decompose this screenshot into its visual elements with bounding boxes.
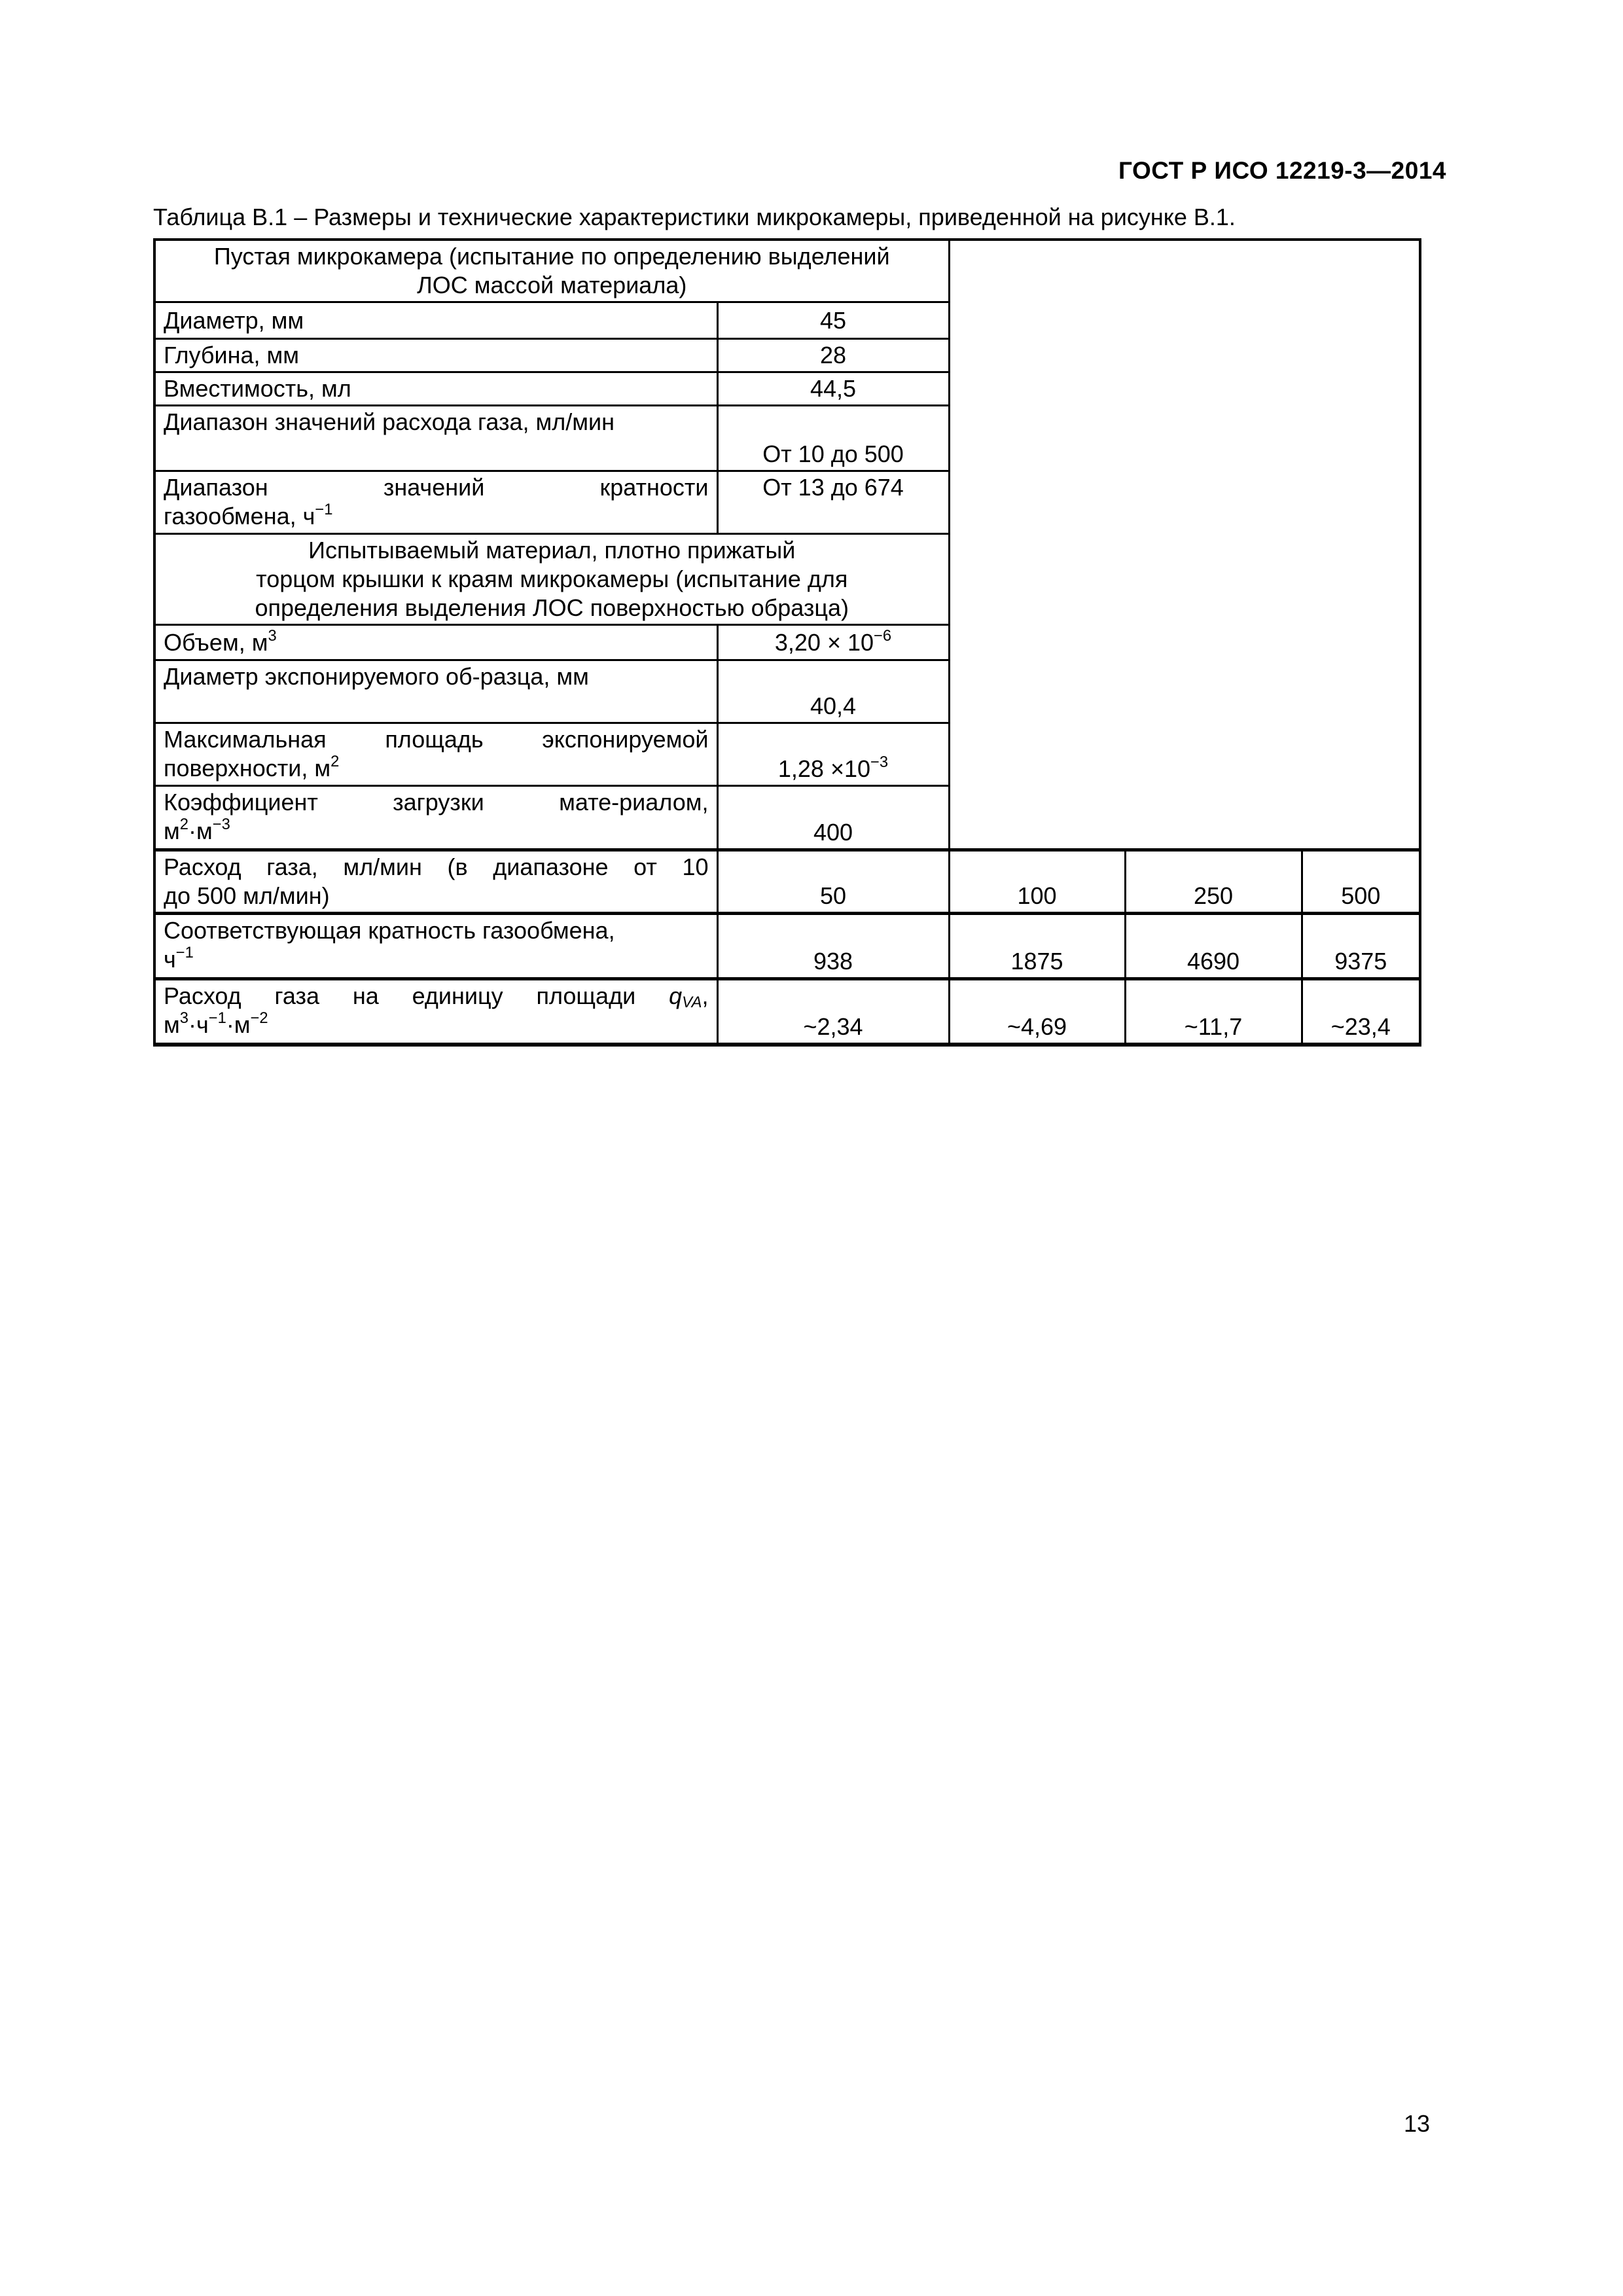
cell-gas-flow-label bbox=[154, 850, 717, 914]
label-line-2: до 500 мл/мин) bbox=[164, 882, 330, 909]
cell-flow-per-area-value-3: ~11,7 bbox=[1125, 979, 1302, 1045]
cell-right-empty bbox=[949, 240, 1420, 850]
cell-sample-diameter-value: 40,4 bbox=[717, 660, 949, 723]
label-line-2: $м^2\cdot м^{-3}$ bbox=[164, 816, 230, 844]
row-exchange-rate bbox=[154, 914, 1420, 979]
label-line-2: газообмена, $ч^{-1}$ bbox=[164, 501, 333, 529]
cell-gas-flow-value-4: 500 bbox=[1302, 850, 1420, 914]
cell-exchange-rate-value-4: 9375 bbox=[1302, 914, 1420, 979]
table-caption: Таблица В.1 – Размеры и технические характеристики микрокамеры, приведенной на рисунке В.1. bbox=[153, 204, 1236, 230]
header-line-1: Пустая микрокамера (испытание по определению выделений bbox=[213, 243, 890, 270]
page-number: 13 bbox=[1403, 2110, 1430, 2137]
header-line-3: определения выделения ЛОС поверхностью образца) bbox=[255, 594, 849, 621]
label-line-2: $ч^{-1}$ bbox=[164, 944, 194, 973]
cell-exchange-rate-label bbox=[154, 914, 717, 979]
cell-load-factor-label bbox=[154, 786, 717, 850]
row-flow-per-area bbox=[154, 979, 1420, 1045]
cell-gas-flow-value-3: 250 bbox=[1125, 850, 1302, 914]
cell-max-exposed-area-label bbox=[154, 723, 717, 786]
cell-exchange-rate-value-1: 938 bbox=[717, 914, 949, 979]
cell-depth-value: 28 bbox=[717, 339, 949, 372]
symbol-q: q bbox=[669, 982, 683, 1009]
cell-capacity-label: Вместимость, мл bbox=[154, 372, 717, 406]
cell-flow-per-area-value-1: ~2,34 bbox=[717, 979, 949, 1045]
cell-gas-flow-range-value: От 10 до 500 bbox=[717, 406, 949, 471]
cell-gas-flow-value-1: 50 bbox=[717, 850, 949, 914]
cell-exchange-rate-value-3: 4690 bbox=[1125, 914, 1302, 979]
cell-flow-per-area-value-4: ~23,4 bbox=[1302, 979, 1420, 1045]
cell-flow-per-area-label bbox=[154, 979, 717, 1045]
header-line-1: Испытываемый материал, плотно прижатый bbox=[308, 537, 796, 564]
label-line-1: Коэффициент загрузки мате-риалом, bbox=[164, 789, 709, 816]
label-line-1: Максимальная площадь экспонируемой bbox=[164, 726, 709, 753]
cell-volume-value: $3,20 \times 10^{-6}$ bbox=[717, 625, 949, 660]
label-line-1: Расход газа, мл/мин (в диапазоне от 10 bbox=[164, 853, 709, 880]
cell-sample-diameter-label: Диаметр экспонируемого об-разца, мм bbox=[154, 660, 717, 723]
cell-depth-label: Глубина, мм bbox=[154, 339, 717, 372]
cell-diameter-value: 45 bbox=[717, 302, 949, 339]
cell-capacity-value: 44,5 bbox=[717, 372, 949, 406]
header-line-2: торцом крышки к краям микрокамеры (испытание для bbox=[256, 565, 848, 592]
label-line-1: Соответствующая кратность газообмена, bbox=[164, 917, 615, 944]
label-line-2: поверхности, $м^2$ bbox=[164, 753, 340, 781]
document-number: ГОСТ Р ИСО 12219-3—2014 bbox=[1118, 157, 1446, 184]
cell-load-factor-value: 400 bbox=[717, 786, 949, 850]
cell-empty-chamber-header bbox=[154, 240, 949, 302]
label-line-1: Расход газа на единицу площади $q_{VA}$, bbox=[164, 982, 709, 1012]
label-line-2: $м^3\cdot ч^{-1}\cdot м^{-2}$ bbox=[164, 1009, 268, 1038]
cell-flow-per-area-value-2: ~4,69 bbox=[949, 979, 1125, 1045]
cell-gas-flow-range-label: Диапазон значений расхода газа, мл/мин bbox=[154, 406, 717, 471]
cell-exchange-rate-value-2: 1875 bbox=[949, 914, 1125, 979]
header-line-2: ЛОС массой материала) bbox=[417, 272, 687, 298]
cell-volume-label: Объем, $м^3$ bbox=[154, 625, 717, 660]
row-empty-chamber-header bbox=[154, 240, 1420, 302]
cell-diameter-label: Диаметр, мм bbox=[154, 302, 717, 339]
row-gas-flow bbox=[154, 850, 1420, 914]
label-line-1: Диапазон значений кратности bbox=[164, 474, 709, 501]
cell-exchange-rate-range-label bbox=[154, 471, 717, 534]
cell-tested-material-header bbox=[154, 534, 949, 625]
cell-gas-flow-value-2: 100 bbox=[949, 850, 1125, 914]
cell-exchange-rate-range-value: От 13 до 674 bbox=[717, 471, 949, 534]
cell-max-exposed-area-value: $1,28 \times 10^{-3}$ bbox=[717, 723, 949, 786]
spec-table bbox=[153, 238, 1421, 1047]
